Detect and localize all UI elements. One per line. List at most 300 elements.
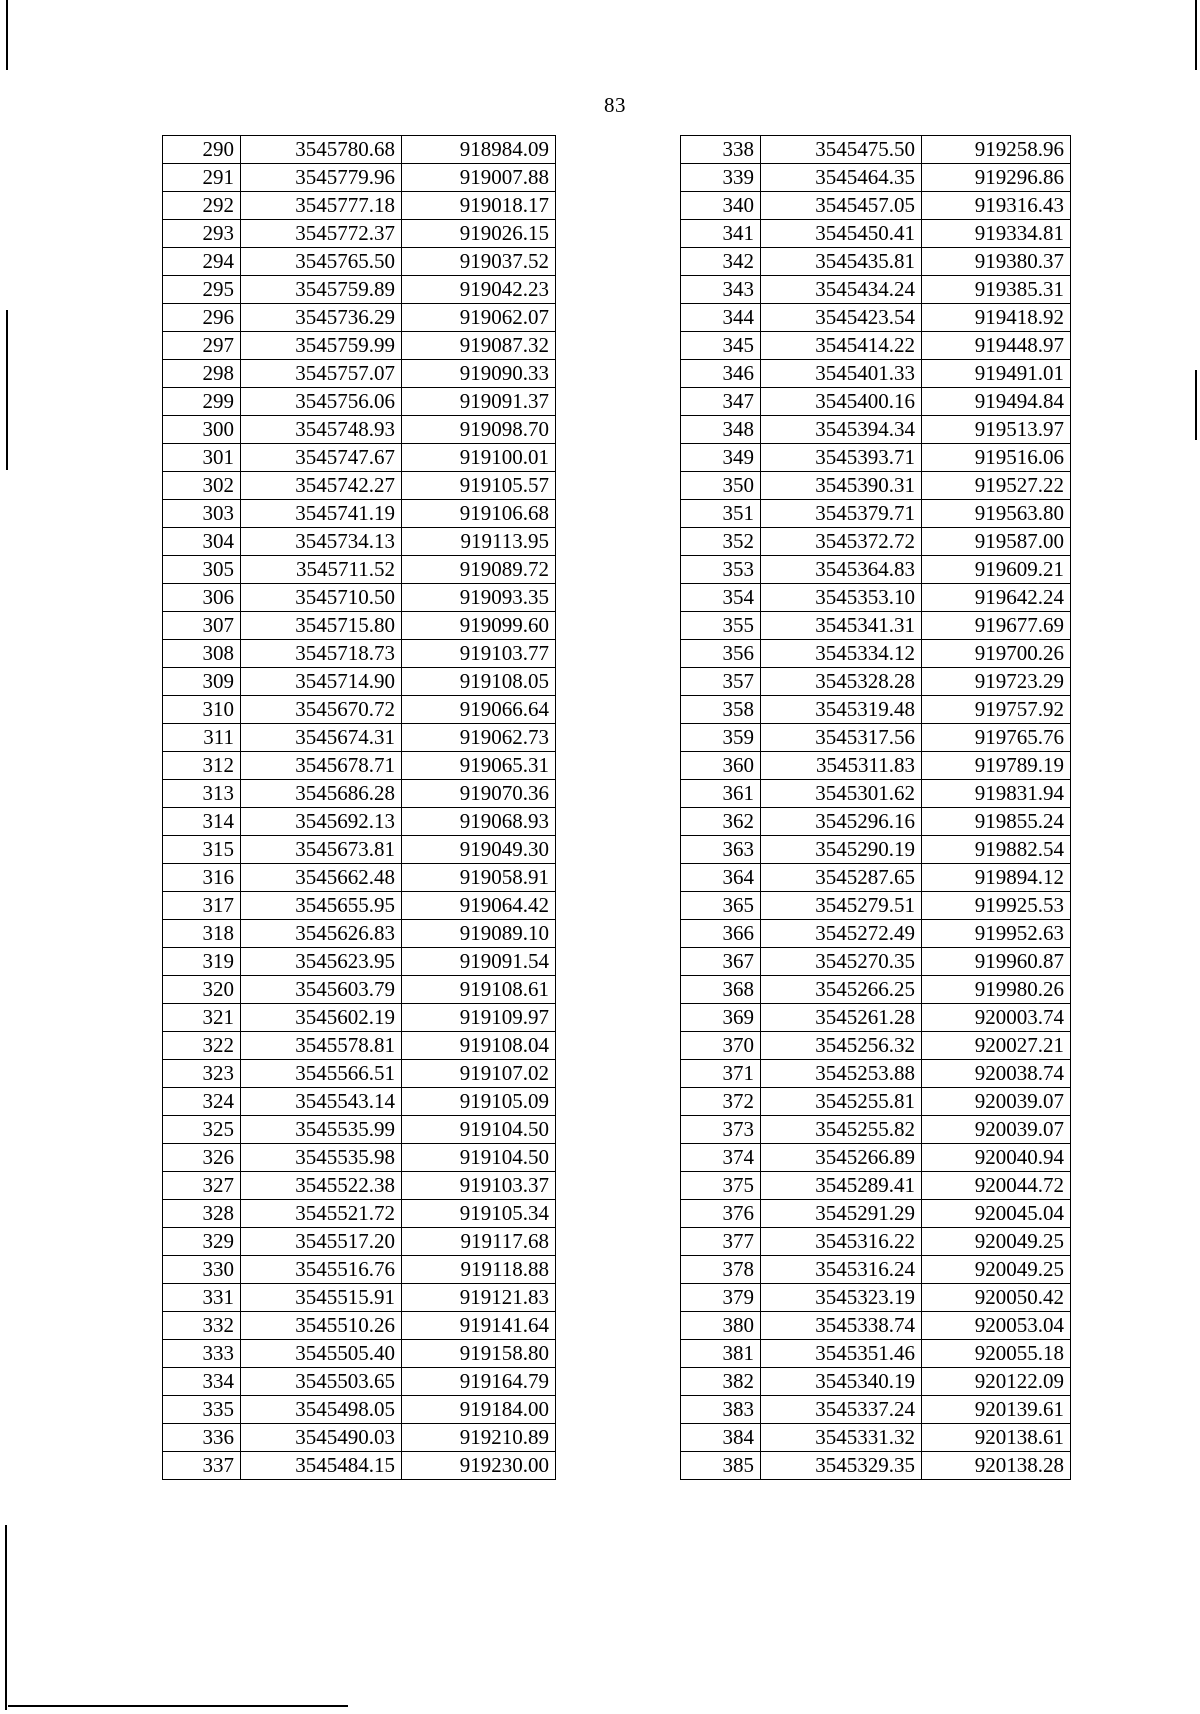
x-coordinate-cell: 3545253.88 [761, 1060, 922, 1088]
x-coordinate-cell: 3545364.83 [761, 556, 922, 584]
table-row [681, 1340, 1071, 1368]
table-row [681, 1200, 1071, 1228]
point-number-cell: 321 [163, 1004, 241, 1032]
x-coordinate-cell: 3545334.12 [761, 640, 922, 668]
point-number-cell: 290 [163, 136, 241, 164]
point-number-cell: 369 [681, 1004, 761, 1032]
x-coordinate-cell: 3545535.99 [241, 1116, 402, 1144]
table-row [163, 528, 556, 556]
table-row [163, 192, 556, 220]
table-row [163, 1312, 556, 1340]
table-row [681, 1116, 1071, 1144]
table-row [681, 556, 1071, 584]
x-coordinate-cell: 3545266.25 [761, 976, 922, 1004]
x-coordinate-cell: 3545662.48 [241, 864, 402, 892]
point-number-cell: 383 [681, 1396, 761, 1424]
scan-edge-mark [6, 0, 8, 70]
table-row [163, 640, 556, 668]
point-number-cell: 341 [681, 220, 761, 248]
point-number-cell: 366 [681, 920, 761, 948]
y-coordinate-cell: 919258.96 [922, 136, 1071, 164]
table-row [681, 724, 1071, 752]
y-coordinate-cell: 919380.37 [922, 248, 1071, 276]
y-coordinate-cell: 920049.25 [922, 1228, 1071, 1256]
y-coordinate-cell: 919494.84 [922, 388, 1071, 416]
x-coordinate-cell: 3545261.28 [761, 1004, 922, 1032]
y-coordinate-cell: 919609.21 [922, 556, 1071, 584]
point-number-cell: 297 [163, 332, 241, 360]
x-coordinate-cell: 3545602.19 [241, 1004, 402, 1032]
x-coordinate-cell: 3545390.31 [761, 472, 922, 500]
table-row [681, 164, 1071, 192]
point-number-cell: 367 [681, 948, 761, 976]
y-coordinate-cell: 920139.61 [922, 1396, 1071, 1424]
table-row [163, 1088, 556, 1116]
y-coordinate-cell: 919491.01 [922, 360, 1071, 388]
table-row [681, 584, 1071, 612]
scan-edge-mark [6, 310, 8, 470]
point-number-cell: 374 [681, 1144, 761, 1172]
x-coordinate-cell: 3545287.65 [761, 864, 922, 892]
table-row [163, 1368, 556, 1396]
scan-edge-mark [1195, 370, 1197, 440]
y-coordinate-cell: 919563.80 [922, 500, 1071, 528]
y-coordinate-cell: 919087.32 [402, 332, 556, 360]
y-coordinate-cell: 919855.24 [922, 808, 1071, 836]
point-number-cell: 380 [681, 1312, 761, 1340]
table-row [163, 360, 556, 388]
y-coordinate-cell: 919104.50 [402, 1144, 556, 1172]
y-coordinate-cell: 920038.74 [922, 1060, 1071, 1088]
table-row [163, 1144, 556, 1172]
y-coordinate-cell: 919158.80 [402, 1340, 556, 1368]
y-coordinate-cell: 919980.26 [922, 976, 1071, 1004]
y-coordinate-cell: 919925.53 [922, 892, 1071, 920]
x-coordinate-cell: 3545603.79 [241, 976, 402, 1004]
point-number-cell: 385 [681, 1452, 761, 1480]
table-row [163, 1004, 556, 1032]
point-number-cell: 353 [681, 556, 761, 584]
table-row [681, 1396, 1071, 1424]
y-coordinate-cell: 919527.22 [922, 472, 1071, 500]
y-coordinate-cell: 919316.43 [922, 192, 1071, 220]
y-coordinate-cell: 919106.68 [402, 500, 556, 528]
x-coordinate-cell: 3545626.83 [241, 920, 402, 948]
scan-edge-mark [8, 1705, 348, 1707]
y-coordinate-cell: 919882.54 [922, 836, 1071, 864]
y-coordinate-cell: 919037.52 [402, 248, 556, 276]
point-number-cell: 313 [163, 780, 241, 808]
table-row [163, 1228, 556, 1256]
y-coordinate-cell: 919026.15 [402, 220, 556, 248]
y-coordinate-cell: 919049.30 [402, 836, 556, 864]
table-row [681, 948, 1071, 976]
x-coordinate-cell: 3545272.49 [761, 920, 922, 948]
y-coordinate-cell: 919042.23 [402, 276, 556, 304]
y-coordinate-cell: 919513.97 [922, 416, 1071, 444]
x-coordinate-cell: 3545673.81 [241, 836, 402, 864]
x-coordinate-cell: 3545748.93 [241, 416, 402, 444]
y-coordinate-cell: 920045.04 [922, 1200, 1071, 1228]
y-coordinate-cell: 919104.50 [402, 1116, 556, 1144]
y-coordinate-cell: 919066.64 [402, 696, 556, 724]
point-number-cell: 382 [681, 1368, 761, 1396]
table-row [163, 892, 556, 920]
table-row [681, 696, 1071, 724]
table-row [163, 808, 556, 836]
table-row [681, 528, 1071, 556]
x-coordinate-cell: 3545255.81 [761, 1088, 922, 1116]
y-coordinate-cell: 919677.69 [922, 612, 1071, 640]
point-number-cell: 370 [681, 1032, 761, 1060]
table-row [163, 1200, 556, 1228]
y-coordinate-cell: 920055.18 [922, 1340, 1071, 1368]
y-coordinate-cell: 920039.07 [922, 1116, 1071, 1144]
y-coordinate-cell: 919108.05 [402, 668, 556, 696]
y-coordinate-cell: 919064.42 [402, 892, 556, 920]
coordinate-table-left [162, 135, 556, 1480]
y-coordinate-cell: 919831.94 [922, 780, 1071, 808]
x-coordinate-cell: 3545734.13 [241, 528, 402, 556]
y-coordinate-cell: 919105.57 [402, 472, 556, 500]
x-coordinate-cell: 3545741.19 [241, 500, 402, 528]
y-coordinate-cell: 919070.36 [402, 780, 556, 808]
x-coordinate-cell: 3545291.29 [761, 1200, 922, 1228]
y-coordinate-cell: 919089.10 [402, 920, 556, 948]
x-coordinate-cell: 3545435.81 [761, 248, 922, 276]
x-coordinate-cell: 3545423.54 [761, 304, 922, 332]
table-row [163, 1116, 556, 1144]
table-row [681, 248, 1071, 276]
table-row [163, 976, 556, 1004]
table-row [163, 1060, 556, 1088]
point-number-cell: 312 [163, 752, 241, 780]
y-coordinate-cell: 919109.97 [402, 1004, 556, 1032]
point-number-cell: 323 [163, 1060, 241, 1088]
y-coordinate-cell: 919141.64 [402, 1312, 556, 1340]
y-coordinate-cell: 919018.17 [402, 192, 556, 220]
x-coordinate-cell: 3545747.67 [241, 444, 402, 472]
x-coordinate-cell: 3545256.32 [761, 1032, 922, 1060]
table-row [163, 836, 556, 864]
point-number-cell: 378 [681, 1256, 761, 1284]
x-coordinate-cell: 3545338.74 [761, 1312, 922, 1340]
x-coordinate-cell: 3545757.07 [241, 360, 402, 388]
x-coordinate-cell: 3545255.82 [761, 1116, 922, 1144]
point-number-cell: 292 [163, 192, 241, 220]
x-coordinate-cell: 3545779.96 [241, 164, 402, 192]
point-number-cell: 293 [163, 220, 241, 248]
x-coordinate-cell: 3545498.05 [241, 1396, 402, 1424]
point-number-cell: 334 [163, 1368, 241, 1396]
point-number-cell: 301 [163, 444, 241, 472]
y-coordinate-cell: 920122.09 [922, 1368, 1071, 1396]
x-coordinate-cell: 3545670.72 [241, 696, 402, 724]
point-number-cell: 376 [681, 1200, 761, 1228]
point-number-cell: 377 [681, 1228, 761, 1256]
point-number-cell: 329 [163, 1228, 241, 1256]
x-coordinate-cell: 3545517.20 [241, 1228, 402, 1256]
y-coordinate-cell: 919090.33 [402, 360, 556, 388]
x-coordinate-cell: 3545317.56 [761, 724, 922, 752]
x-coordinate-cell: 3545279.51 [761, 892, 922, 920]
y-coordinate-cell: 919007.88 [402, 164, 556, 192]
y-coordinate-cell: 919068.93 [402, 808, 556, 836]
x-coordinate-cell: 3545475.50 [761, 136, 922, 164]
point-number-cell: 319 [163, 948, 241, 976]
page-number: 83 [604, 93, 626, 117]
x-coordinate-cell: 3545316.24 [761, 1256, 922, 1284]
point-number-cell: 352 [681, 528, 761, 556]
y-coordinate-cell: 919230.00 [402, 1452, 556, 1480]
y-coordinate-cell: 920138.28 [922, 1452, 1071, 1480]
x-coordinate-cell: 3545316.22 [761, 1228, 922, 1256]
x-coordinate-cell: 3545674.31 [241, 724, 402, 752]
point-number-cell: 305 [163, 556, 241, 584]
x-coordinate-cell: 3545655.95 [241, 892, 402, 920]
x-coordinate-cell: 3545736.29 [241, 304, 402, 332]
table-row [681, 752, 1071, 780]
table-row [163, 864, 556, 892]
x-coordinate-cell: 3545353.10 [761, 584, 922, 612]
point-number-cell: 336 [163, 1424, 241, 1452]
point-number-cell: 364 [681, 864, 761, 892]
point-number-cell: 371 [681, 1060, 761, 1088]
point-number-cell: 348 [681, 416, 761, 444]
x-coordinate-cell: 3545623.95 [241, 948, 402, 976]
point-number-cell: 294 [163, 248, 241, 276]
table-row [163, 584, 556, 612]
x-coordinate-cell: 3545780.68 [241, 136, 402, 164]
table-row [681, 192, 1071, 220]
x-coordinate-cell: 3545351.46 [761, 1340, 922, 1368]
table-row [681, 836, 1071, 864]
point-number-cell: 368 [681, 976, 761, 1004]
table-row [163, 1452, 556, 1480]
x-coordinate-cell: 3545490.03 [241, 1424, 402, 1452]
table-row [681, 1032, 1071, 1060]
point-number-cell: 307 [163, 612, 241, 640]
table-row [163, 1340, 556, 1368]
point-number-cell: 309 [163, 668, 241, 696]
x-coordinate-cell: 3545266.89 [761, 1144, 922, 1172]
x-coordinate-cell: 3545329.35 [761, 1452, 922, 1480]
y-coordinate-cell: 919105.09 [402, 1088, 556, 1116]
x-coordinate-cell: 3545714.90 [241, 668, 402, 696]
y-coordinate-cell: 919385.31 [922, 276, 1071, 304]
y-coordinate-cell: 919334.81 [922, 220, 1071, 248]
x-coordinate-cell: 3545450.41 [761, 220, 922, 248]
table-row [681, 332, 1071, 360]
table-row [163, 304, 556, 332]
y-coordinate-cell: 919099.60 [402, 612, 556, 640]
point-number-cell: 350 [681, 472, 761, 500]
x-coordinate-cell: 3545296.16 [761, 808, 922, 836]
table-row [681, 1284, 1071, 1312]
coordinate-table-right [680, 135, 1071, 1480]
x-coordinate-cell: 3545270.35 [761, 948, 922, 976]
table-row [681, 1256, 1071, 1284]
x-coordinate-cell: 3545311.83 [761, 752, 922, 780]
table-row [163, 164, 556, 192]
point-number-cell: 373 [681, 1116, 761, 1144]
point-number-cell: 351 [681, 500, 761, 528]
table-row [681, 500, 1071, 528]
x-coordinate-cell: 3545516.76 [241, 1256, 402, 1284]
table-row [681, 388, 1071, 416]
point-number-cell: 359 [681, 724, 761, 752]
point-number-cell: 375 [681, 1172, 761, 1200]
point-number-cell: 314 [163, 808, 241, 836]
table-row [163, 416, 556, 444]
point-number-cell: 315 [163, 836, 241, 864]
table-row [681, 1172, 1071, 1200]
y-coordinate-cell: 920053.04 [922, 1312, 1071, 1340]
table-row [681, 304, 1071, 332]
point-number-cell: 332 [163, 1312, 241, 1340]
table-row [163, 136, 556, 164]
y-coordinate-cell: 919296.86 [922, 164, 1071, 192]
table-row [163, 1172, 556, 1200]
table-row [163, 220, 556, 248]
table-row [681, 780, 1071, 808]
point-number-cell: 306 [163, 584, 241, 612]
y-coordinate-cell: 919118.88 [402, 1256, 556, 1284]
x-coordinate-cell: 3545777.18 [241, 192, 402, 220]
table-row [681, 976, 1071, 1004]
y-coordinate-cell: 919065.31 [402, 752, 556, 780]
point-number-cell: 298 [163, 360, 241, 388]
table-row [681, 920, 1071, 948]
point-number-cell: 316 [163, 864, 241, 892]
table-row [163, 248, 556, 276]
x-coordinate-cell: 3545414.22 [761, 332, 922, 360]
y-coordinate-cell: 919103.77 [402, 640, 556, 668]
table-row [163, 444, 556, 472]
table-row [681, 892, 1071, 920]
point-number-cell: 330 [163, 1256, 241, 1284]
point-number-cell: 384 [681, 1424, 761, 1452]
point-number-cell: 354 [681, 584, 761, 612]
y-coordinate-cell: 919093.35 [402, 584, 556, 612]
x-coordinate-cell: 3545379.71 [761, 500, 922, 528]
point-number-cell: 295 [163, 276, 241, 304]
table-row [681, 612, 1071, 640]
y-coordinate-cell: 919164.79 [402, 1368, 556, 1396]
point-number-cell: 337 [163, 1452, 241, 1480]
y-coordinate-cell: 919091.37 [402, 388, 556, 416]
x-coordinate-cell: 3545337.24 [761, 1396, 922, 1424]
table-row [163, 556, 556, 584]
x-coordinate-cell: 3545331.32 [761, 1424, 922, 1452]
table-row [681, 1312, 1071, 1340]
x-coordinate-cell: 3545521.72 [241, 1200, 402, 1228]
point-number-cell: 381 [681, 1340, 761, 1368]
x-coordinate-cell: 3545372.72 [761, 528, 922, 556]
table-row [163, 1284, 556, 1312]
point-number-cell: 304 [163, 528, 241, 556]
y-coordinate-cell: 919058.91 [402, 864, 556, 892]
point-number-cell: 343 [681, 276, 761, 304]
x-coordinate-cell: 3545510.26 [241, 1312, 402, 1340]
y-coordinate-cell: 920138.61 [922, 1424, 1071, 1452]
y-coordinate-cell: 920040.94 [922, 1144, 1071, 1172]
table-row [681, 444, 1071, 472]
x-coordinate-cell: 3545759.99 [241, 332, 402, 360]
table-row [681, 1088, 1071, 1116]
y-coordinate-cell: 919108.04 [402, 1032, 556, 1060]
table-row [163, 1424, 556, 1452]
x-coordinate-cell: 3545692.13 [241, 808, 402, 836]
x-coordinate-cell: 3545341.31 [761, 612, 922, 640]
y-coordinate-cell: 919960.87 [922, 948, 1071, 976]
point-number-cell: 346 [681, 360, 761, 388]
y-coordinate-cell: 919105.34 [402, 1200, 556, 1228]
x-coordinate-cell: 3545434.24 [761, 276, 922, 304]
x-coordinate-cell: 3545566.51 [241, 1060, 402, 1088]
x-coordinate-cell: 3545715.80 [241, 612, 402, 640]
x-coordinate-cell: 3545710.50 [241, 584, 402, 612]
table-row [163, 780, 556, 808]
table-row [681, 1004, 1071, 1032]
point-number-cell: 318 [163, 920, 241, 948]
y-coordinate-cell: 919700.26 [922, 640, 1071, 668]
point-number-cell: 325 [163, 1116, 241, 1144]
table-row [163, 472, 556, 500]
table-row [681, 640, 1071, 668]
point-number-cell: 347 [681, 388, 761, 416]
table-row [163, 920, 556, 948]
x-coordinate-cell: 3545543.14 [241, 1088, 402, 1116]
y-coordinate-cell: 919062.07 [402, 304, 556, 332]
point-number-cell: 302 [163, 472, 241, 500]
y-coordinate-cell: 919765.76 [922, 724, 1071, 752]
x-coordinate-cell: 3545522.38 [241, 1172, 402, 1200]
point-number-cell: 335 [163, 1396, 241, 1424]
table-row [681, 864, 1071, 892]
y-coordinate-cell: 920003.74 [922, 1004, 1071, 1032]
table-row [681, 1452, 1071, 1480]
y-coordinate-cell: 920027.21 [922, 1032, 1071, 1060]
y-coordinate-cell: 919107.02 [402, 1060, 556, 1088]
y-coordinate-cell: 919516.06 [922, 444, 1071, 472]
y-coordinate-cell: 919894.12 [922, 864, 1071, 892]
y-coordinate-cell: 920044.72 [922, 1172, 1071, 1200]
table-row [163, 500, 556, 528]
point-number-cell: 299 [163, 388, 241, 416]
x-coordinate-cell: 3545457.05 [761, 192, 922, 220]
y-coordinate-cell: 919210.89 [402, 1424, 556, 1452]
y-coordinate-cell: 919062.73 [402, 724, 556, 752]
table-row [163, 948, 556, 976]
table-row [681, 416, 1071, 444]
table-row [681, 472, 1071, 500]
point-number-cell: 340 [681, 192, 761, 220]
table-row [681, 1228, 1071, 1256]
point-number-cell: 338 [681, 136, 761, 164]
point-number-cell: 322 [163, 1032, 241, 1060]
table-row [681, 1144, 1071, 1172]
x-coordinate-cell: 3545400.16 [761, 388, 922, 416]
point-number-cell: 339 [681, 164, 761, 192]
y-coordinate-cell: 919091.54 [402, 948, 556, 976]
x-coordinate-cell: 3545718.73 [241, 640, 402, 668]
x-coordinate-cell: 3545503.65 [241, 1368, 402, 1396]
y-coordinate-cell: 919117.68 [402, 1228, 556, 1256]
table-row [163, 1256, 556, 1284]
point-number-cell: 358 [681, 696, 761, 724]
point-number-cell: 365 [681, 892, 761, 920]
